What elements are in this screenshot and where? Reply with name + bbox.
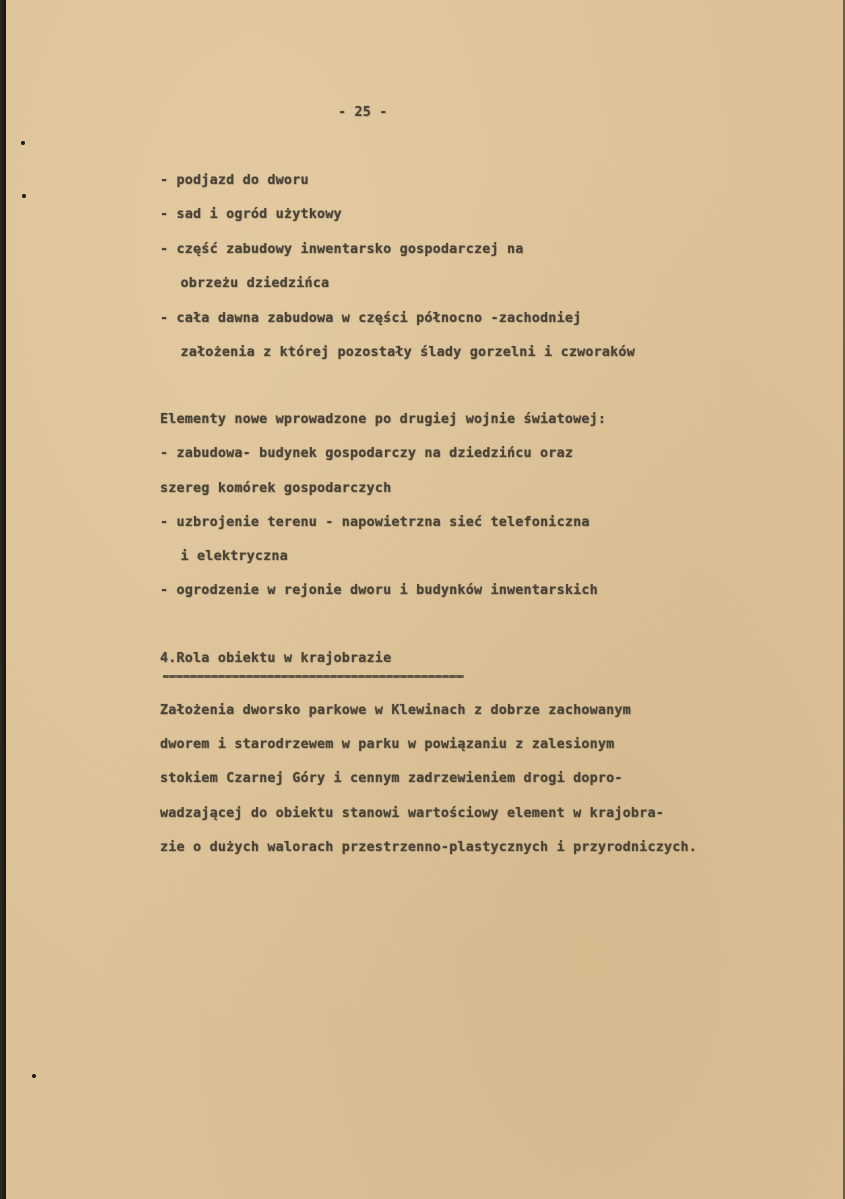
list-item: - ogrodzenie w rejonie dworu i budynków inwentarskich (160, 583, 598, 598)
list-item: - podjazd do dworu (160, 173, 309, 188)
list-item: - cała dawna zabudowa w części północno -zachodniej (160, 311, 582, 326)
section-heading: 4.Rola obiektu w krajobrazie (160, 651, 392, 666)
page-edge-shadow (3, 0, 6, 1199)
paragraph-line: zie o dużych walorach przestrzenno-plastycznych i przyrodniczych. (160, 840, 698, 855)
paragraph-line: wadzającej do obiektu stanowi wartościowy element w krajobra- (160, 806, 664, 821)
paragraph-line: stokiem Czarnej Góry i cennym zadrzewieniem drogi dopro- (160, 771, 623, 786)
paragraph-line: dworem i starodrzewem w parku w powiązaniu z zalesionym (160, 737, 615, 752)
document-page (3, 0, 845, 1199)
list-item: - uzbrojenie terenu - napowietrzna sieć telefoniczna (160, 515, 590, 530)
list-item: - sad i ogród użytkowy (160, 207, 342, 222)
binder-hole-mark (22, 194, 26, 198)
list-item-continuation: i elektryczna (164, 549, 288, 564)
list-item-continuation: szereg komórek gospodarczych (160, 481, 392, 496)
binder-hole-mark (32, 1074, 36, 1078)
page-number: - 25 - (338, 105, 388, 120)
list-item: - zabudowa- budynek gospodarczy na dziedzińcu oraz (160, 446, 574, 461)
binder-hole-mark (21, 141, 25, 145)
heading-underline (163, 675, 464, 678)
paragraph-line: Założenia dworsko parkowe w Klewinach z dobrze zachowanym (160, 703, 631, 718)
list-item: - część zabudowy inwentarsko gospodarczej na (160, 242, 524, 257)
list-item-continuation: założenia z której pozostały ślady gorzelni i czworaków (164, 345, 635, 360)
list-item-continuation: obrzeżu dziedzińca (164, 276, 330, 291)
section-intro: Elementy nowe wprowadzone po drugiej wojnie światowej: (160, 412, 607, 427)
